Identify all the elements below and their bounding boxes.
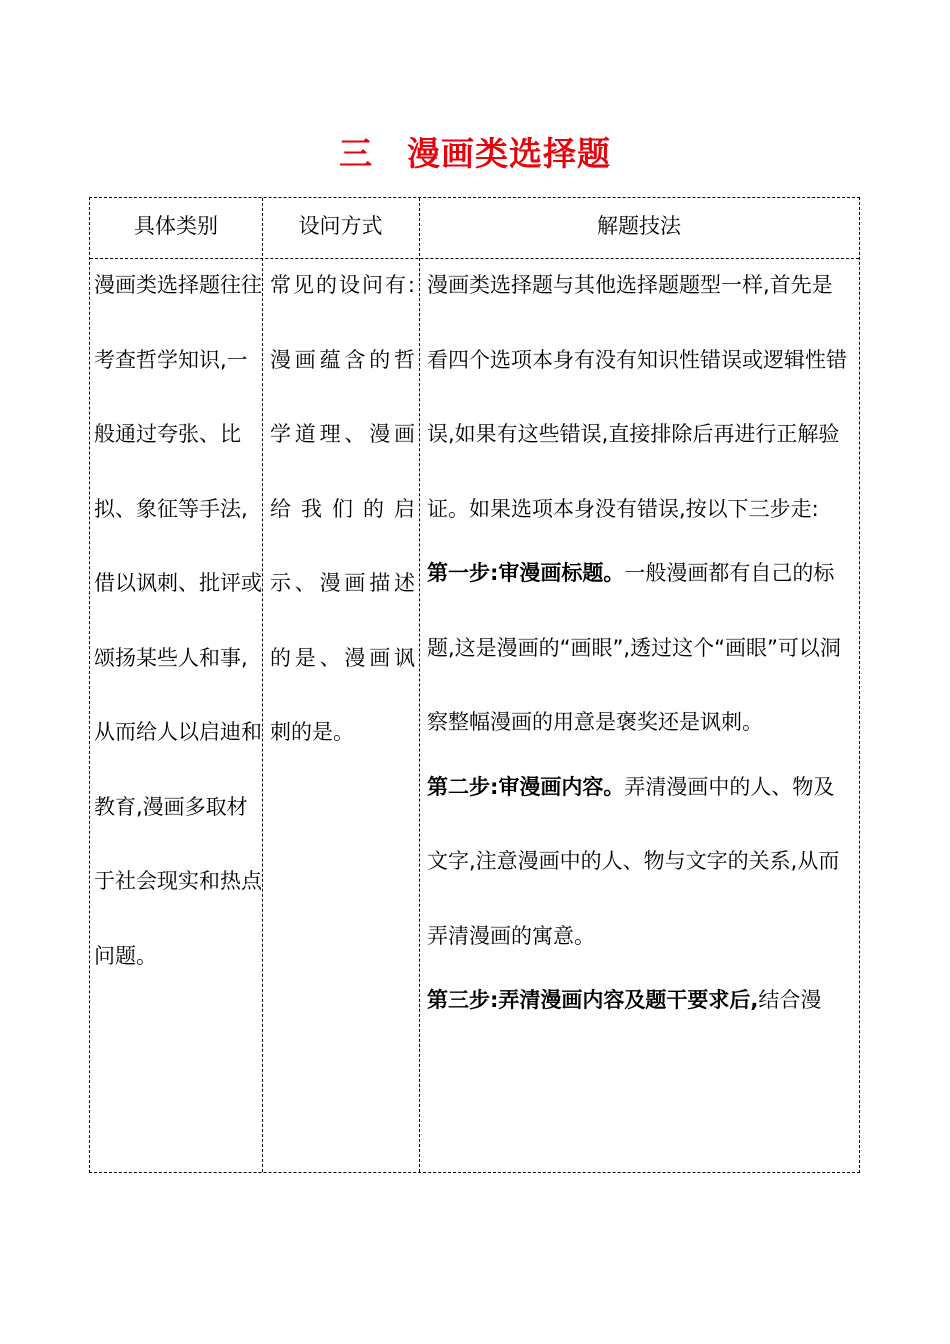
category-text: 漫画类选择题往往考查哲学知识,一般通过夸张、比拟、象征等手法,借以讽刺、批评或颂扬某些人和事,从而给人以启迪和教育,漫画多取材于社会现实和热点问题。 bbox=[94, 273, 262, 968]
step-2-label: 第二步:审漫画内容。 bbox=[427, 774, 625, 799]
column-divider bbox=[419, 198, 420, 1172]
step-2-text: 弄清漫画中的人、物及文字,注意漫画中的人、物与文字的关系,从而弄清漫画的寓意。 bbox=[427, 774, 840, 948]
method-cell bbox=[427, 248, 853, 1038]
step-1-text: 一般漫画都有自己的标题,这是漫画的“画眼”,透过这个“画眼”可以洞察整幅漫画的用意是褒奖还是讽刺。 bbox=[427, 561, 841, 734]
question-style-cell bbox=[270, 248, 415, 770]
section-number: 三 bbox=[339, 134, 373, 173]
category-cell bbox=[94, 248, 262, 993]
step-1-label: 第一步:审漫画标题。 bbox=[427, 561, 625, 585]
method-step-2 bbox=[427, 750, 853, 974]
column-divider bbox=[262, 198, 263, 1172]
method-intro: 漫画类选择题与其他选择题题型一样,首先是看四个选项本身有没有知识性错误或逻辑性错误,如果有这些错误,直接排除后再进行正解验证。如果选项本身没有错误,按以下三步走: bbox=[427, 273, 847, 521]
method-step-3 bbox=[427, 963, 853, 1038]
strategy-table bbox=[89, 197, 860, 1173]
method-step-1 bbox=[427, 536, 853, 760]
question-style-text: 常见的设问有:漫画蕴含的哲学道理、漫画给我们的启示、漫画描述的是、漫画讽刺的是。 bbox=[270, 273, 415, 744]
header-question-style: 设问方式 bbox=[298, 214, 383, 238]
step-3-text: 结合漫 bbox=[758, 988, 822, 1012]
header-category: 具体类别 bbox=[134, 214, 218, 238]
step-3-label: 第三步:弄清漫画内容及题干要求后, bbox=[427, 988, 759, 1012]
header-method: 解题技法 bbox=[597, 214, 681, 238]
page-title bbox=[0, 128, 950, 175]
section-title: 漫画类选择题 bbox=[407, 134, 611, 173]
